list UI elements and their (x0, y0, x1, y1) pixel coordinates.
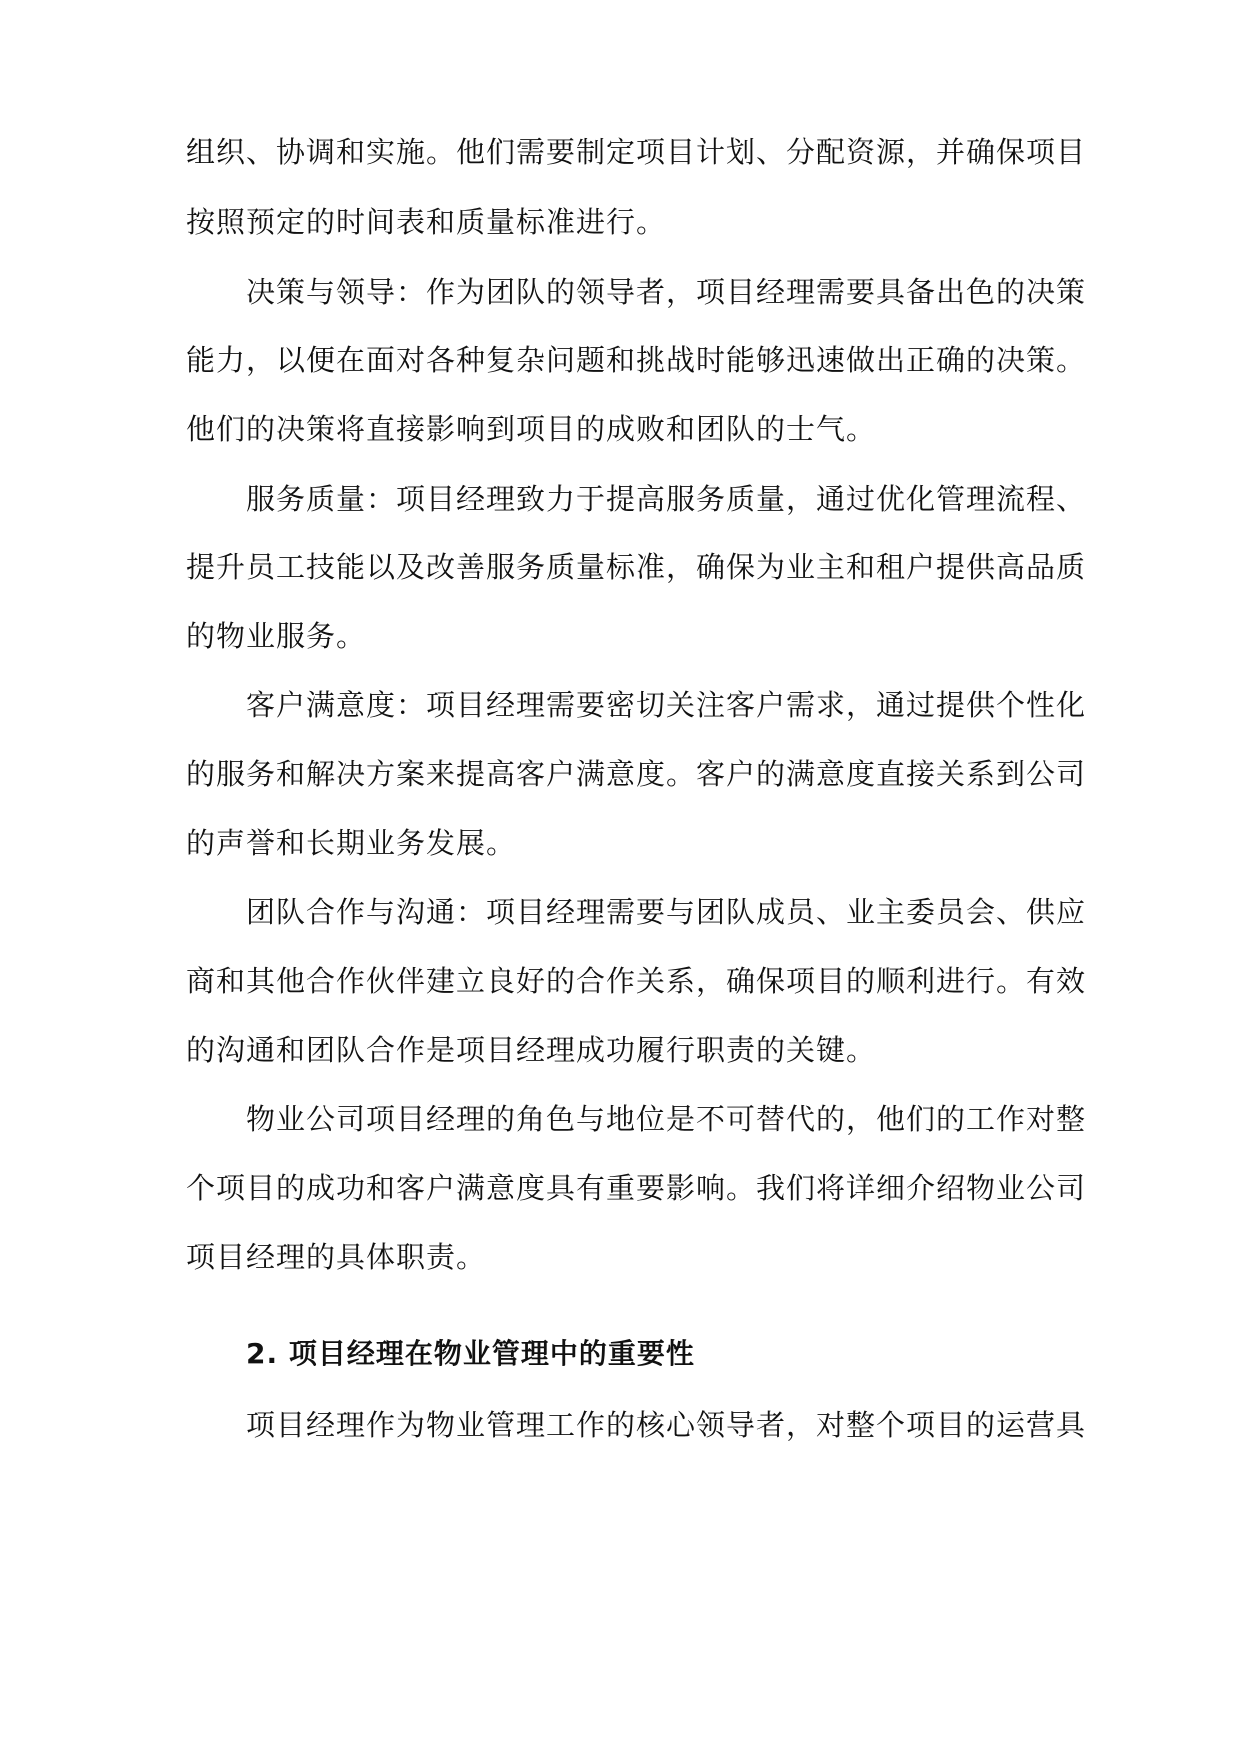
paragraph-line: 物业公司项目经理的角色与地位是不可替代的，他们的工作对整 (246, 1102, 1087, 1136)
paragraph-line: 团队合作与沟通：项目经理需要与团队成员、业主委员会、供应 (246, 895, 1087, 929)
paragraph-line: 服务质量：项目经理致力于提高服务质量，通过优化管理流程、 (246, 482, 1087, 516)
paragraph-line: 他们的决策将直接影响到项目的成败和团队的士气。 (186, 412, 877, 446)
paragraph-line: 提升员工技能以及改善服务质量标准，确保为业主和租户提供高品质 (186, 550, 1087, 584)
paragraph-line: 客户满意度：项目经理需要密切关注客户需求，通过提供个性化 (246, 688, 1087, 722)
paragraph-line: 项目经理作为物业管理工作的核心领导者，对整个项目的运营具 (246, 1408, 1087, 1442)
paragraph-line: 组织、协调和实施。他们需要制定项目计划、分配资源，并确保项目 (186, 135, 1087, 169)
section-heading: 2. 项目经理在物业管理中的重要性 (246, 1337, 695, 1370)
paragraph-line: 能力，以便在面对各种复杂问题和挑战时能够迅速做出正确的决策。 (186, 343, 1087, 377)
paragraph-line: 的服务和解决方案来提高客户满意度。客户的满意度直接关系到公司 (186, 757, 1087, 791)
paragraph-line: 商和其他合作伙伴建立良好的合作关系，确保项目的顺利进行。有效 (186, 964, 1087, 998)
paragraph-line: 的物业服务。 (186, 619, 367, 653)
paragraph-line: 按照预定的时间表和质量标准进行。 (186, 205, 667, 239)
paragraph-line: 决策与领导：作为团队的领导者，项目经理需要具备出色的决策 (246, 275, 1087, 309)
paragraph-line: 项目经理的具体职责。 (186, 1240, 487, 1274)
paragraph-line: 的沟通和团队合作是项目经理成功履行职责的关键。 (186, 1033, 877, 1067)
paragraph-line: 个项目的成功和客户满意度具有重要影响。我们将详细介绍物业公司 (186, 1171, 1087, 1205)
paragraph-line: 的声誉和长期业务发展。 (186, 826, 517, 860)
